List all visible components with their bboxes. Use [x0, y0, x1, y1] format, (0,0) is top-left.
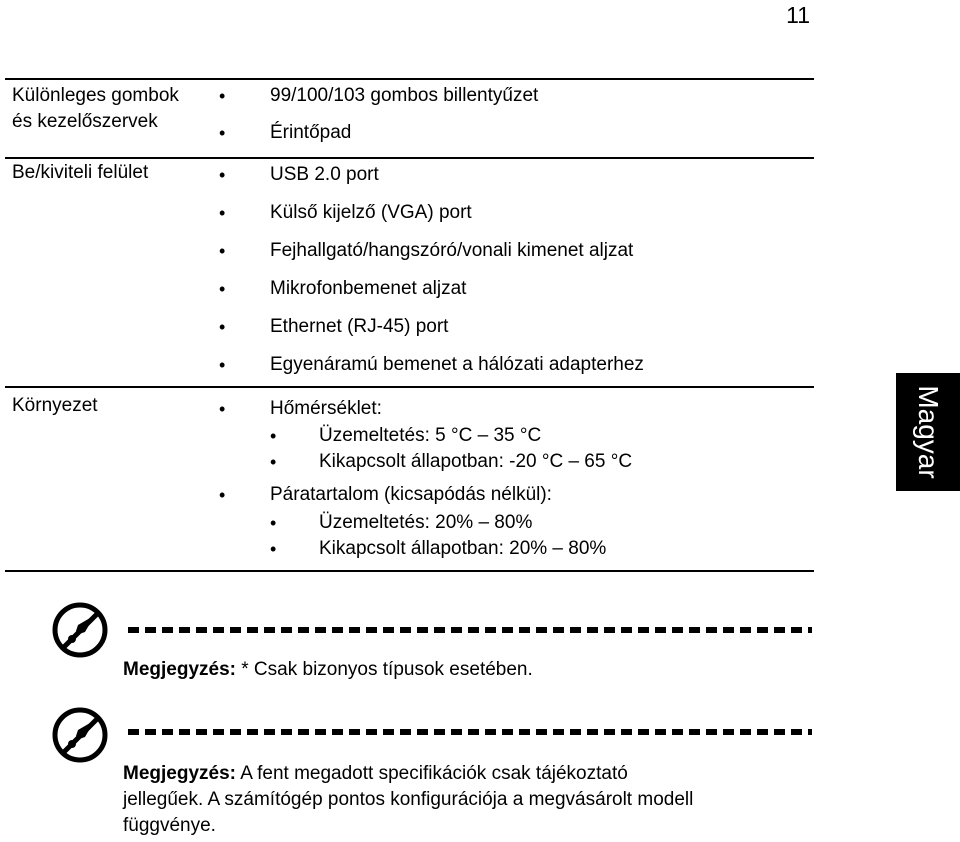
language-side-tab	[896, 373, 960, 491]
spec-item: Egyenáramú bemenet a hálózati adapterhez	[270, 354, 644, 375]
spec-item: Hőmérséklet:	[270, 398, 382, 419]
spec-sub-item: Üzemeltetés: 20% – 80%	[319, 512, 533, 533]
bullet-icon: •	[219, 317, 226, 337]
spec-item: Ethernet (RJ-45) port	[270, 316, 449, 337]
sub-bullet-icon: •	[270, 539, 277, 559]
bullet-icon: •	[219, 485, 226, 505]
note-label: Megjegyzés:	[123, 659, 236, 680]
note-text	[123, 657, 823, 683]
bullet-icon: •	[219, 399, 226, 419]
dashed-separator	[128, 729, 812, 735]
note-pen-icon	[52, 602, 108, 658]
bullet-icon: •	[219, 86, 226, 106]
sub-bullet-icon: •	[270, 452, 277, 472]
table-bottom-border	[5, 570, 814, 572]
spec-item: USB 2.0 port	[270, 164, 379, 185]
table-top-border	[5, 78, 814, 80]
bullet-icon: •	[219, 165, 226, 185]
dashed-separator	[128, 627, 812, 633]
spec-sub-item: Üzemeltetés: 5 °C – 35 °C	[319, 425, 542, 446]
row-divider	[5, 157, 814, 159]
spec-item: Külső kijelző (VGA) port	[270, 202, 472, 223]
spec-row-label: és kezelőszervek	[12, 111, 158, 132]
note-label: Megjegyzés:	[123, 763, 236, 784]
spec-item: 99/100/103 gombos billentyűzet	[270, 85, 539, 106]
spec-sub-item: Kikapcsolt állapotban: -20 °C – 65 °C	[319, 451, 633, 472]
spec-row-label: Környezet	[12, 395, 98, 416]
note-pen-icon	[52, 707, 108, 763]
bullet-icon: •	[219, 279, 226, 299]
bullet-icon: •	[219, 355, 226, 375]
sub-bullet-icon: •	[270, 426, 277, 446]
bullet-icon: •	[219, 241, 226, 261]
note-text-line: jellegűek. A számítógép pontos konfigurációja a megvásárolt modell	[123, 789, 694, 810]
note-text	[123, 761, 823, 787]
note-text-line: függvénye.	[123, 815, 216, 836]
spec-item: Fejhallgató/hangszóró/vonali kimenet aljzat	[270, 240, 634, 261]
spec-item: Mikrofonbemenet aljzat	[270, 278, 467, 299]
bullet-icon: •	[219, 123, 226, 143]
spec-sub-item: Kikapcsolt állapotban: 20% – 80%	[319, 538, 607, 559]
note-body: * Csak bizonyos típusok esetében.	[235, 659, 533, 680]
sub-bullet-icon: •	[270, 513, 277, 533]
bullet-icon: •	[219, 203, 226, 223]
page-number: 11	[786, 2, 810, 28]
note-body: A fent megadott specifikációk csak tájékoztató	[235, 763, 628, 784]
spec-item: Érintőpad	[270, 122, 352, 143]
spec-item: Páratartalom (kicsapódás nélkül):	[270, 484, 552, 505]
language-tab-label: Magyar	[913, 385, 944, 479]
spec-row-label: Be/kiviteli felület	[12, 162, 149, 183]
row-divider	[5, 386, 814, 388]
spec-row-label: Különleges gombok	[12, 85, 179, 106]
